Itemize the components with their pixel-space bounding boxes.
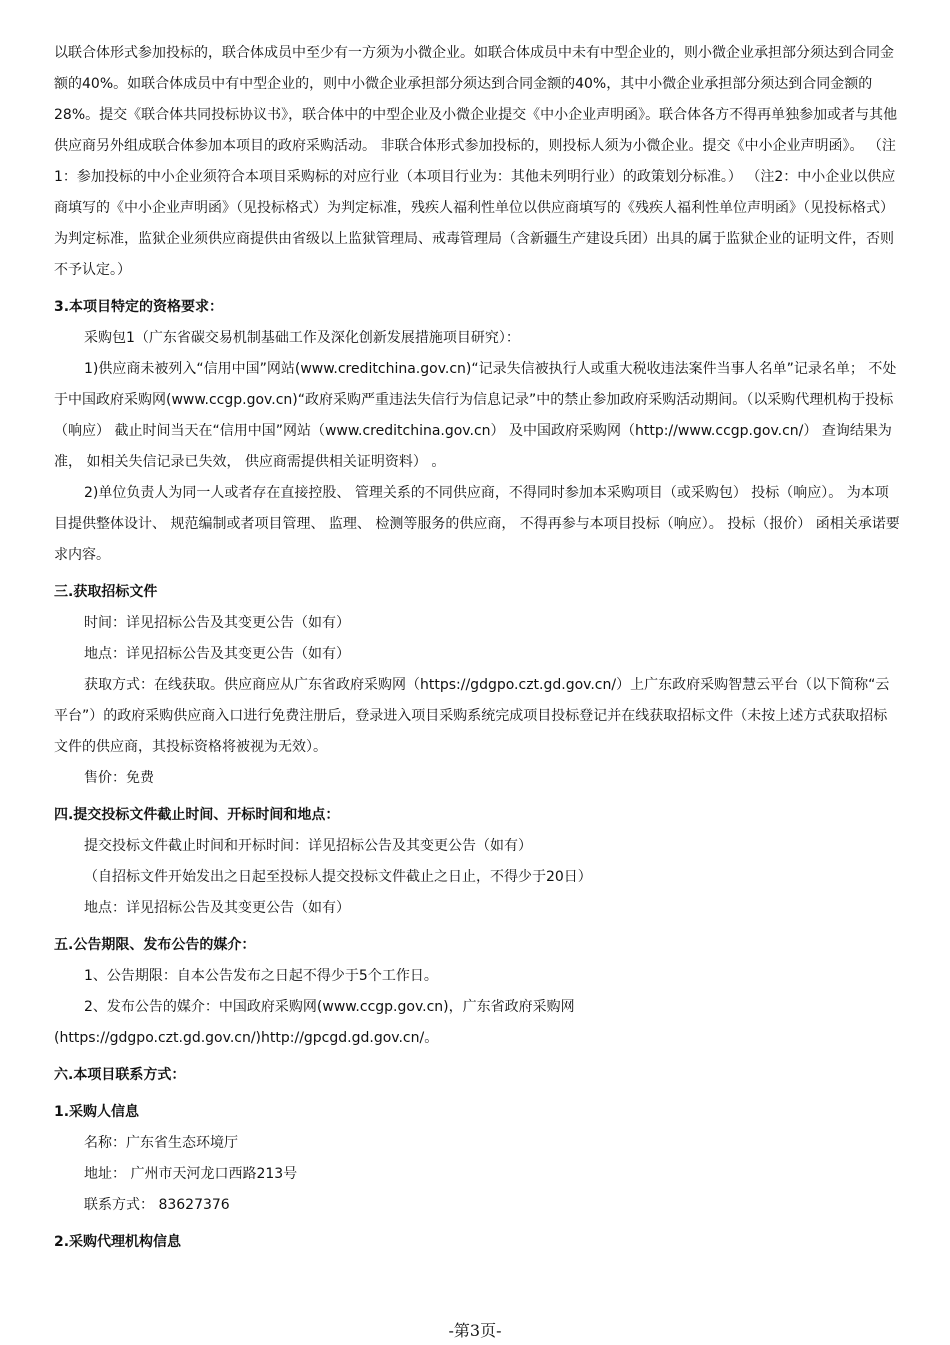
purchaser-name: 名称：广东省生态环境厅: [84, 1135, 238, 1151]
purchaser-address: 地址： 广州市天河龙口西路213号: [84, 1166, 298, 1182]
section3-item1: 1)供应商未被列入“信用中国”网站(www.creditchina.gov.cn)“记录失信被执行人或重大税收违法案件当事人名单”记录名单； 不处于中国政府采购网(www.ccgp.gov.cn)“政府采购严重违法失信行为信息记录”中的禁止参加政府采购活动期间。（以采购代理机构于投标（响应） 截止时间当天在“信用中国”网站（www.creditchina.gov.cn） 及中国政府采购网（http://www.ccgp.gov.cn/） 查询结果为准， 如相关失信记录已失效， 供应商需提供相关证明资料） 。: [54, 361, 897, 470]
obtain-price: 售价：免费: [84, 770, 154, 786]
obtain-place: 地点：详见招标公告及其变更公告（如有）: [84, 646, 350, 662]
contact-heading: 六.本项目联系方式：: [54, 1067, 186, 1083]
section3-heading: 3.本项目特定的资格要求：: [54, 299, 224, 315]
notice-period: 1、公告期限：自本公告发布之日起不得少于5个工作日。: [84, 968, 438, 984]
submit-place: 地点：详见招标公告及其变更公告（如有）: [84, 900, 350, 916]
submit-heading: 四.提交投标文件截止时间、开标时间和地点：: [54, 807, 340, 823]
section3-item2: 2)单位负责人为同一人或者存在直接控股、 管理关系的不同供应商，不得同时参加本采购项目（或采购包） 投标（响应）。 为本项目提供整体设计、 规范编制或者项目管理、 监理、 检测等服务的供应商， 不得再参与本项目投标（响应）。 投标（报价） 函相关承诺要求内容。: [54, 485, 900, 563]
purchaser-heading: 1.采购人信息: [54, 1104, 140, 1120]
document-body: [54, 38, 900, 1258]
obtain-time: 时间：详见招标公告及其变更公告（如有）: [84, 615, 350, 631]
notice-heading: 五.公告期限、发布公告的媒介：: [54, 937, 256, 953]
page-number: -第3页-: [448, 1321, 502, 1340]
obtain-heading: 三.获取招标文件: [54, 584, 158, 600]
obtain-method: 获取方式：在线获取。供应商应从广东省政府采购网（https://gdgpo.czt.gd.gov.cn/）上广东政府采购智慧云平台（以下简称“云平台”）的政府采购供应商入口进行免费注册后，登录进入项目采购系统完成项目投标登记并在线获取招标文件（未按上述方式获取招标文件的供应商，其投标资格将被视为无效）。: [54, 677, 890, 755]
notice-media: 2、发布公告的媒介：中国政府采购网(www.ccgp.gov.cn)，广东省政府采购网(https://gdgpo.czt.gd.gov.cn/)http://gpcgd.gd.gov.cn/。: [54, 999, 575, 1046]
section3-package: 采购包1（广东省碳交易机制基础工作及深化创新发展措施项目研究）：: [84, 330, 520, 346]
submit-deadline: 提交投标文件截止时间和开标时间：详见招标公告及其变更公告（如有）: [84, 838, 532, 854]
purchaser-phone: 联系方式： 83627376: [84, 1197, 230, 1213]
submit-note: （自招标文件开始发出之日起至投标人提交投标文件截止之日止，不得少于20日）: [84, 869, 592, 885]
intro-paragraph: 以联合体形式参加投标的，联合体成员中至少有一方须为小微企业。如联合体成员中未有中型企业的，则小微企业承担部分须达到合同金额的40%。如联合体成员中有中型企业的，则中小微企业承担部分须达到合同金额的40%，其中小微企业承担部分须达到合同金额的28%。提交《联合体共同投标协议书》，联合体中的中型企业及小微企业提交《中小企业声明函》。联合体各方不得再单独参加或者与其他供应商另外组成联合体参加本项目的政府采购活动。 非联合体形式参加投标的，则投标人须为小微企业。提交《中小企业声明函》。 （注1：参加投标的中小企业须符合本项目采购标的对应行业（本项目行业为：其他未列明行业）的政策划分标准。） （注2：中小企业以供应商填写的《中小企业声明函》（见投标格式）为判定标准，残疾人福利性单位以供应商填写的《残疾人福利性单位声明函》（见投标格式）为判定标准，监狱企业须供应商提供由省级以上监狱管理局、戒毒管理局（含新疆生产建设兵团）出具的属于监狱企业的证明文件，否则不予认定。）: [54, 45, 898, 278]
agency-heading: 2.采购代理机构信息: [54, 1234, 182, 1250]
